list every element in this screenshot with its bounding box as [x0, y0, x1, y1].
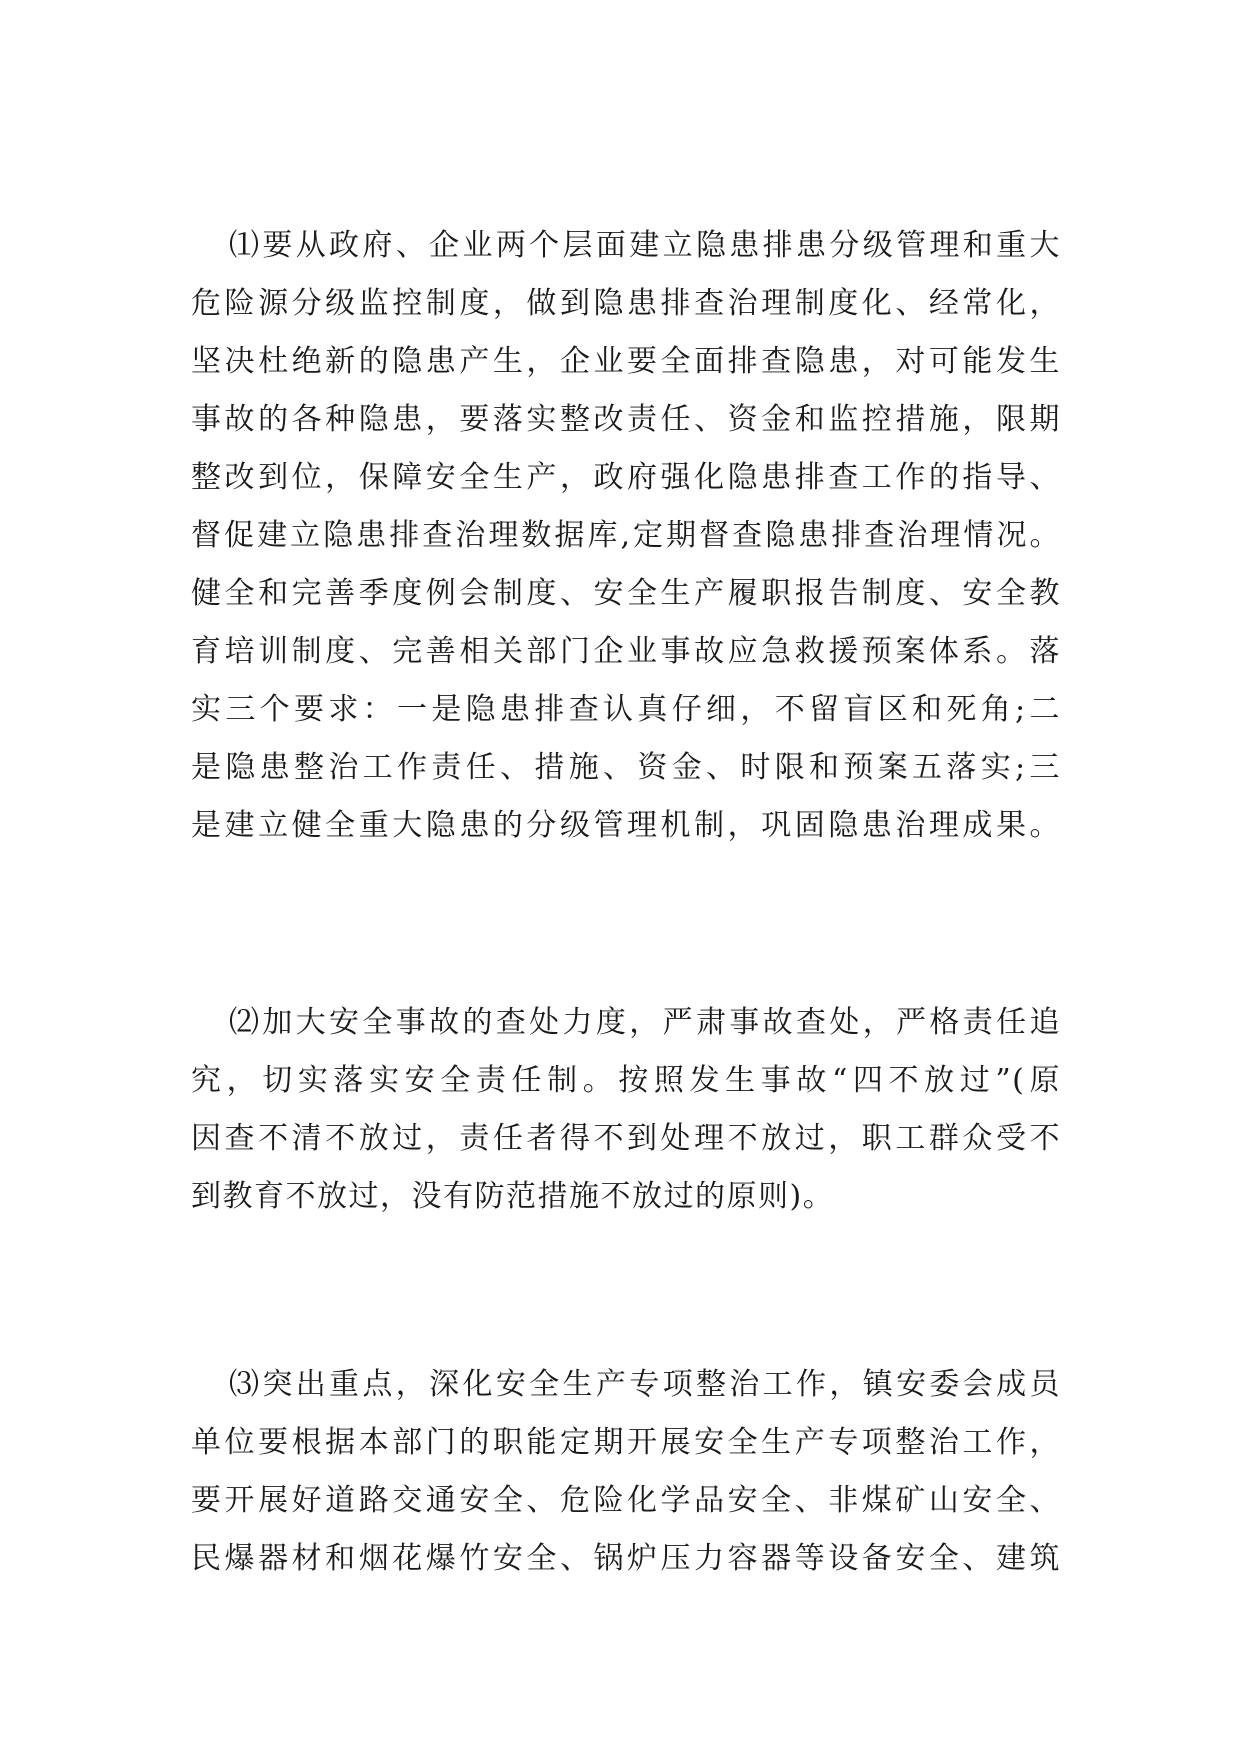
paragraph-1 [191, 217, 1061, 855]
text-line: 是隐患整治工作责任、措施、资金、时限和预案五落实;三 [191, 750, 1061, 785]
text-line: 因查不清不放过，责任者得不到处理不放过，职工群众受不 [191, 1121, 1061, 1156]
text-line: ⑶突出重点，深化安全生产专项整治工作，镇安委会成员 [229, 1367, 1061, 1402]
text-line: 育培训制度、完善相关部门企业事故应急救援预案体系。落 [191, 634, 1061, 669]
text-line: 要开展好道路交通安全、危险化学品安全、非煤矿山安全、 [191, 1483, 1061, 1518]
text-line: 事故的各种隐患，要落实整改责任、资金和监控措施，限期 [191, 402, 1061, 437]
text-line: 督促建立隐患排查治理数据库,定期督查隐患排查治理情况。 [191, 518, 1061, 553]
text-line: ⑵加大安全事故的查处力度，严肃事故查处，严格责任追 [229, 1005, 1061, 1040]
text-line: 实三个要求：一是隐患排查认真仔细，不留盲区和死角;二 [191, 692, 1061, 727]
text-line: 民爆器材和烟花爆竹安全、锅炉压力容器等设备安全、建筑 [191, 1541, 1061, 1576]
paragraph-2 [191, 994, 1061, 1226]
text-line: 危险源分级监控制度，做到隐患排查治理制度化、经常化， [191, 286, 1061, 321]
text-line: 是建立健全重大隐患的分级管理机制，巩固隐患治理成果。 [191, 808, 1061, 843]
text-line: 单位要根据本部门的职能定期开展安全生产专项整治工作， [191, 1425, 1061, 1460]
text-line: 究，切实落实安全责任制。按照发生事故“四不放过”(原 [191, 1063, 1061, 1098]
text-line: ⑴要从政府、企业两个层面建立隐患排患分级管理和重大 [229, 228, 1061, 263]
text-line: 整改到位，保障安全生产，政府强化隐患排查工作的指导、 [191, 460, 1061, 495]
paragraph-3 [191, 1356, 1061, 1588]
text-line: 到教育不放过，没有防范措施不放过的原则)。 [191, 1179, 835, 1214]
text-line: 坚决杜绝新的隐患产生，企业要全面排查隐患，对可能发生 [191, 344, 1061, 379]
text-line: 健全和完善季度例会制度、安全生产履职报告制度、安全教 [191, 576, 1061, 611]
